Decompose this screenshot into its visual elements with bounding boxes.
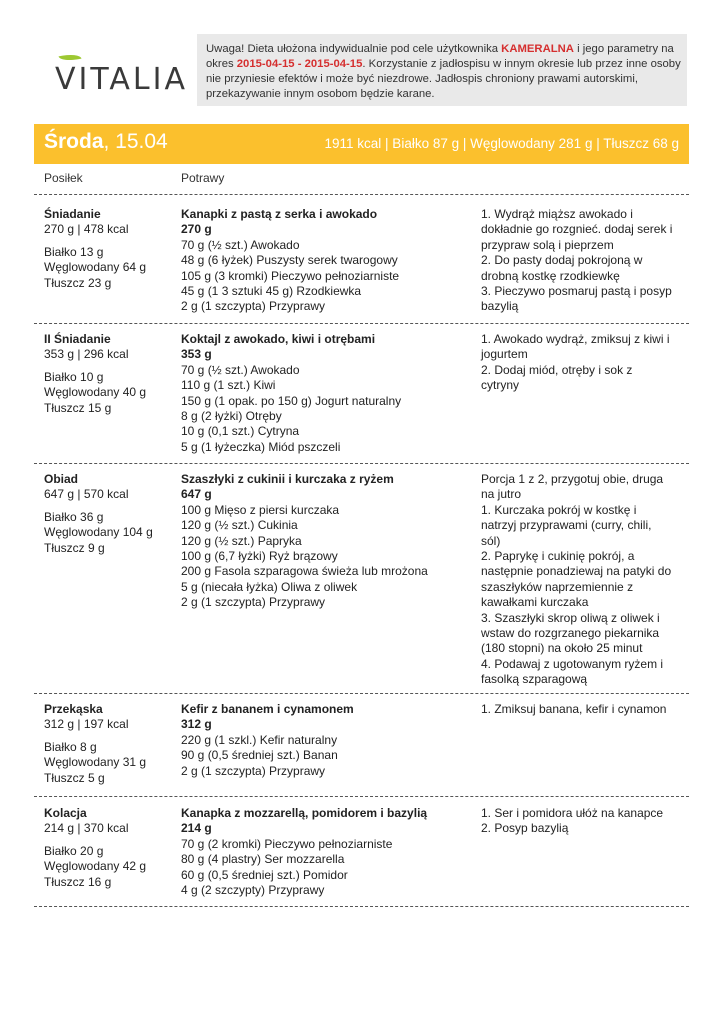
recipe-steps xyxy=(481,806,689,837)
meal-carbs: Węglowodany 31 g xyxy=(44,755,147,770)
meal-protein: Białko 20 g xyxy=(44,843,104,858)
step-line: 2. Dodaj miód, otręby i sok z xyxy=(481,362,633,377)
ingredient: 2 g (1 szczypta) Przyprawy xyxy=(181,595,326,610)
step-line: jogurtem xyxy=(481,347,528,362)
step-line: 2. Do pasty dodaj pokrojoną w xyxy=(481,253,643,268)
meal-fat: Tłuszcz 5 g xyxy=(44,770,105,785)
row-separator xyxy=(34,463,689,464)
notice-user: KAMERALNA xyxy=(501,43,574,55)
step-line: (180 stopni) na około 25 minut xyxy=(481,641,643,656)
dish-weight: 647 g xyxy=(181,487,212,502)
dish-name: Koktajl z awokado, kiwi i otrębami xyxy=(181,332,376,346)
ingredient: 45 g (1 3 sztuki 45 g) Rzodkiewka xyxy=(181,284,362,299)
step-line: sól) xyxy=(481,533,501,548)
ingredient: 10 g (0,1 szt.) Cytryna xyxy=(181,424,300,439)
meal-name: Przekąska xyxy=(44,702,103,716)
notice-text-3: . Korzystanie z jadłospisu w innym okresie lub przez inne osoby nie przyniesie efektów i może być niezdrowe. Jadłospis chroniony prawami autorskimi, przekazywanie innym osobom będzie karane. xyxy=(206,58,681,100)
meal-info xyxy=(44,207,174,291)
step-line: 2. Paprykę i cukinię pokrój, a xyxy=(481,549,635,564)
meal-macros xyxy=(44,740,174,786)
dish-weight: 214 g xyxy=(181,821,212,836)
meal-fat: Tłuszcz 23 g xyxy=(44,275,112,290)
meal-macros xyxy=(44,510,174,556)
meal-protein: Białko 13 g xyxy=(44,244,104,259)
ingredient: 100 g Mięso z piersi kurczaka xyxy=(181,502,340,517)
ingredient: 120 g (½ szt.) Cukinia xyxy=(181,518,298,533)
step-line: bazylią xyxy=(481,299,519,314)
meal-weight-kcal: 353 g | 296 kcal xyxy=(44,347,129,362)
notice-date-range: 2015-04-15 - 2015-04-15 xyxy=(236,58,363,70)
row-separator xyxy=(34,693,689,694)
ingredient: 110 g (1 szt.) Kiwi xyxy=(181,378,276,393)
meal-weight-kcal: 312 g | 197 kcal xyxy=(44,717,129,732)
column-header-dishes: Potrawy xyxy=(181,171,225,185)
ingredient: 48 g (6 łyżek) Puszysty serek twarogowy xyxy=(181,253,398,268)
step-line: 3. Pieczywo posmaruj pastą i posyp xyxy=(481,284,672,299)
row-separator xyxy=(34,323,689,324)
ingredient: 60 g (0,5 średniej szt.) Pomidor xyxy=(181,867,348,882)
meal-macros xyxy=(44,370,174,416)
recipe-steps xyxy=(481,702,689,717)
vitalia-logo xyxy=(55,52,188,100)
day-header xyxy=(34,124,689,164)
dish-weight: 270 g xyxy=(181,222,212,237)
step-line: 3. Szaszłyki skrop oliwą z oliwek i xyxy=(481,610,660,625)
ingredient: 2 g (1 szczypta) Przyprawy xyxy=(181,299,326,314)
step-line: 2. Posyp bazylią xyxy=(481,821,569,836)
recipe-steps xyxy=(481,472,689,688)
ingredient: 70 g (½ szt.) Awokado xyxy=(181,362,300,377)
dish-name: Kefir z bananem i cynamonem xyxy=(181,702,354,716)
dish-name: Szaszłyki z cukinii i kurczaka z ryżem xyxy=(181,472,394,486)
meal-carbs: Węglowodany 40 g xyxy=(44,385,147,400)
step-line: 1. Wydrąż miąższ awokado i xyxy=(481,207,633,221)
meal-name: Kolacja xyxy=(44,806,87,820)
ingredient: 90 g (0,5 średniej szt.) Banan xyxy=(181,748,338,763)
meal-carbs: Węglowodany 104 g xyxy=(44,525,153,540)
day-title xyxy=(44,130,168,154)
notice-text-1: Uwaga! Dieta ułożona indywidualnie pod cele użytkownika xyxy=(206,43,502,55)
meal-weight-kcal: 214 g | 370 kcal xyxy=(44,821,129,836)
ingredient: 120 g (½ szt.) Papryka xyxy=(181,533,302,548)
ingredient: 70 g (½ szt.) Awokado xyxy=(181,237,300,252)
recipe-steps xyxy=(481,332,689,394)
day-date: , 15.04 xyxy=(103,130,168,153)
step-line: kawałkami kurczaka xyxy=(481,595,589,610)
ingredient: 200 g Fasola szparagowa świeża lub mrożona xyxy=(181,564,428,579)
meal-info xyxy=(44,702,174,786)
ingredient: 70 g (2 kromki) Pieczywo pełnoziarniste xyxy=(181,836,393,851)
meal-info xyxy=(44,472,174,556)
step-line: szaszłyków naprzemiennie z xyxy=(481,579,634,594)
step-line: fasolką szparagową xyxy=(481,672,588,687)
meal-name: II Śniadanie xyxy=(44,332,111,346)
meal-macros xyxy=(44,844,174,890)
meal-weight-kcal: 270 g | 478 kcal xyxy=(44,222,129,237)
step-line: przypraw solą i pieprzem xyxy=(481,237,614,252)
dish-info xyxy=(181,702,471,779)
dish-info xyxy=(181,207,471,315)
dish-name: Kanapki z pastą z serka i awokado xyxy=(181,207,378,221)
step-line: następnie ponadziewaj na patyki do xyxy=(481,564,672,579)
dish-name: Kanapka z mozzarellą, pomidorem i bazylią xyxy=(181,806,428,820)
ingredient: 80 g (4 plastry) Ser mozzarella xyxy=(181,852,345,867)
meal-protein: Białko 10 g xyxy=(44,369,104,384)
step-line: 1. Kurczaka pokrój w kostkę i xyxy=(481,502,637,517)
dish-info xyxy=(181,472,471,611)
copyright-notice xyxy=(197,34,687,106)
row-separator xyxy=(34,906,689,907)
ingredient: 5 g (1 łyżeczka) Miód pszczeli xyxy=(181,439,341,454)
step-line: 1. Awokado wydrąż, zmiksuj z kiwi i xyxy=(481,332,670,346)
column-header-meal: Posiłek xyxy=(44,171,83,185)
meal-name: Obiad xyxy=(44,472,79,486)
step-line: 4. Podawaj z ugotowanym ryżem i xyxy=(481,656,664,671)
ingredient: 220 g (1 szkl.) Kefir naturalny xyxy=(181,732,338,747)
day-summary: 1911 kcal | Białko 87 g | Węglowodany 281 g | Tłuszcz 68 g xyxy=(324,136,679,151)
step-line: cytryny xyxy=(481,378,520,393)
meal-info xyxy=(44,806,174,890)
step-line: natrzyj przyprawami (curry, chili, xyxy=(481,518,652,533)
meal-info xyxy=(44,332,174,416)
row-separator xyxy=(34,796,689,797)
meal-fat: Tłuszcz 16 g xyxy=(44,874,112,889)
step-line: Porcja 1 z 2, przygotuj obie, druga xyxy=(481,472,664,486)
ingredient: 105 g (3 kromki) Pieczywo pełnoziarniste xyxy=(181,268,400,283)
dish-weight: 312 g xyxy=(181,717,212,732)
ingredient: 150 g (1 opak. po 150 g) Jogurt naturalny xyxy=(181,393,402,408)
ingredient: 8 g (2 łyżki) Otręby xyxy=(181,409,282,424)
ingredient: 5 g (niecała łyżka) Oliwa z oliwek xyxy=(181,579,358,594)
logo-text: VITALIA xyxy=(55,62,188,97)
meal-protein: Białko 36 g xyxy=(44,509,104,524)
meal-name: Śniadanie xyxy=(44,207,101,221)
day-name: Środa xyxy=(44,130,104,153)
ingredient: 100 g (6,7 łyżki) Ryż brązowy xyxy=(181,549,338,564)
dish-info xyxy=(181,806,471,898)
dish-weight: 353 g xyxy=(181,347,212,362)
ingredient: 2 g (1 szczypta) Przyprawy xyxy=(181,763,326,778)
meal-macros xyxy=(44,245,174,291)
step-line: dokładnie go rozgnieć. dodaj serek i xyxy=(481,222,673,237)
notice-text-2: i jego parametry na okres xyxy=(206,43,674,70)
meal-carbs: Węglowodany 64 g xyxy=(44,260,147,275)
meal-fat: Tłuszcz 15 g xyxy=(44,400,112,415)
ingredient: 4 g (2 szczypty) Przyprawy xyxy=(181,883,325,898)
row-separator xyxy=(34,194,689,195)
step-line: na jutro xyxy=(481,487,522,502)
meal-carbs: Węglowodany 42 g xyxy=(44,859,147,874)
step-line: 1. Ser i pomidora ułóż na kanapce xyxy=(481,806,664,820)
step-line: 1. Zmiksuj banana, kefir i cynamon xyxy=(481,702,667,716)
meal-fat: Tłuszcz 9 g xyxy=(44,540,105,555)
meal-protein: Białko 8 g xyxy=(44,739,97,754)
recipe-steps xyxy=(481,207,689,315)
step-line: drobną kostkę rzodkiewkę xyxy=(481,268,620,283)
dish-info xyxy=(181,332,471,455)
step-line: wstaw do rozgrzanego piekarnika xyxy=(481,626,660,641)
meal-weight-kcal: 647 g | 570 kcal xyxy=(44,487,129,502)
